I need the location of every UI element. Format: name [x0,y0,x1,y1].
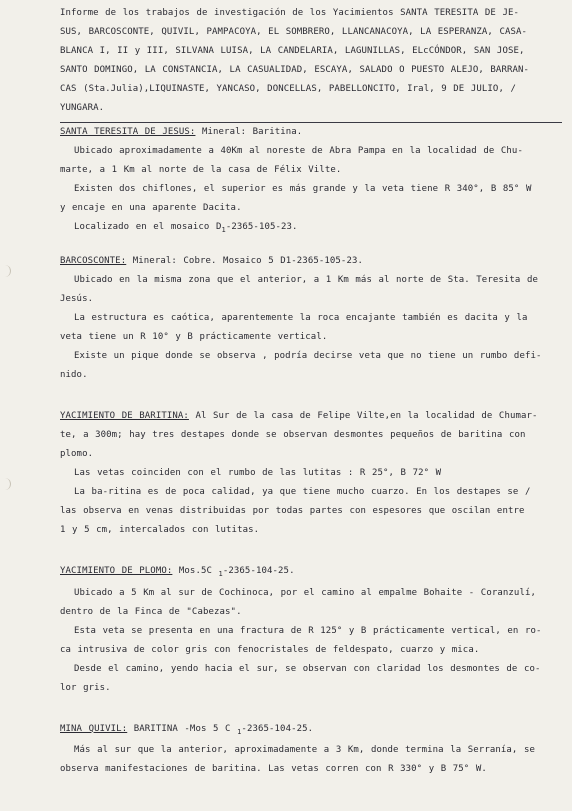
header-line: CAS (Sta.Julia),LIQUINASTE, YANCASO, DONCELLAS, PABELLONCITO, Iral, 9 DE JULIO, / [60,84,516,94]
paragraph-line: lor gris. [60,682,111,693]
section-title: MINA QUIVIL: [60,723,128,734]
text-span: -2365-105-23. [225,222,298,232]
section-subtitle: Mineral: Cobre. Mosaico 5 D1-2365-105-23. [126,255,364,266]
section-subtitle: BARITINA -Mos 5 C [127,723,238,734]
section-subtitle: Mineral: Baritina. [195,127,303,137]
section-barcosconte [60,252,562,385]
section-subtitle: -2365-104-25. [222,565,295,576]
paragraph-line: Desde el camino, yendo hacia el sur, se observan con claridad los desmontes de co- [74,663,541,674]
report-header [60,4,562,118]
header-line: Informe de los trabajos de investigación de los Yacimientos SANTA TERESITA DE JE- [60,8,519,18]
header-line: YUNGARA. [60,103,105,113]
subscript: 1 [221,225,226,234]
section-title: YACIMIENTO DE PLOMO: [60,565,173,576]
section-title: SANTA TERESITA DE JESUS: [60,127,196,137]
paragraph-line: Jesús. [60,293,94,304]
paragraph-line: Ubicado en la misma zona que el anterior, a 1 Km más al norte de Sta. Teresita de [74,274,538,285]
section-subtitle: -2365-104-25. [241,723,314,734]
section-subtitle: Mos.5C [172,565,219,576]
header-line: BLANCA I, II y III, SILVANA LUISA, LA CANDELARIA, LAGUNILLAS, ELcCÓNDOR, SAN JOSE, [60,46,525,56]
paragraph-line: marte, a 1 Km al norte de la casa de Félix Vilte. [60,165,342,175]
paragraph-line: plomo. [60,448,94,459]
section-mina-quivil [60,720,562,780]
section-title: YACIMIENTO DE BARITINA: [60,410,189,421]
paragraph-line: Existen dos chiflones, el superior es más grande y la veta tiene R 340°, B 85° W [74,184,532,194]
paragraph-line: 1 y 5 cm, intercalados con lutitas. [60,524,260,535]
paragraph-line: Esta veta se presenta en una fractura de R 125° y B prácticamente vertical, en ro- [74,625,542,636]
paragraph-line: veta tiene un R 10° y B prácticamente vertical. [60,331,328,342]
paragraph-line: las observa en venas distribuidas por todas partes con espesores que oscilan entre [60,505,525,516]
paragraph-line: La ba-ritina es de poca calidad, ya que tiene mucho cuarzo. En los destapes se / [74,486,531,497]
section-santa-teresita [60,123,562,240]
paragraph-line: Más al sur que la anterior, aproximadamente a 3 Km, donde termina la Serranía, se [74,745,535,756]
subscript: 1 [218,569,223,578]
header-line: SANTO DOMINGO, LA CONSTANCIA, LA CASUALIDAD, ESCAYA, SALADO O PUESTO ALEJO, BARRAN- [60,65,530,75]
paragraph-line: te, a 300m; hay tres destapes donde se observan desmontes pequeños de baritina con [60,429,526,440]
paragraph-line: Las vetas coinciden con el rumbo de las lutitas : R 25°, B 72° W [74,467,442,478]
paragraph-line: La estructura es caótica, aparentemente la roca encajante también es dacita y la [74,312,528,323]
header-line: SUS, BARCOSCONTE, QUIVIL, PAMPACOYA, EL SOMBRERO, LLANCANACOYA, LA ESPERANZA, CASA- [60,27,528,37]
paragraph-line: nido. [60,369,88,380]
paragraph-line: observa manifestaciones de baritina. Las vetas corren con R 330° y B 75° W. [60,764,487,775]
section-subtitle: Al Sur de la casa de Felipe Vilte,en la localidad de Chumar- [188,410,538,421]
paragraph-line: Ubicado aproximadamente a 40Km al noreste de Abra Pampa en la localidad de Chu- [74,146,523,156]
paragraph-line: Ubicado a 5 Km al sur de Cochinoca, por el camino al empalme Bohaite - Coranzulí, [74,587,536,598]
paragraph-line: Existe un pique donde se observa , podría decirse veta que no tiene un rumbo defi- [74,350,542,361]
paragraph-line [60,218,562,240]
section-title: BARCOSCONTE: [60,255,127,266]
text-span: Localizado en el mosaico [74,222,216,232]
section-yacimiento-baritina [60,407,562,540]
subscript: 1 [237,727,242,736]
paragraph-line: dentro de la Finca de "Cabezas". [60,606,242,617]
section-yacimiento-plomo [60,562,562,698]
paragraph-line: ca intrusiva de color gris con fenocristales de feldespato, cuarzo y mica. [60,644,480,655]
paragraph-line: y encaje en una aparente Dacita. [60,203,242,213]
text-span: D [215,222,222,232]
